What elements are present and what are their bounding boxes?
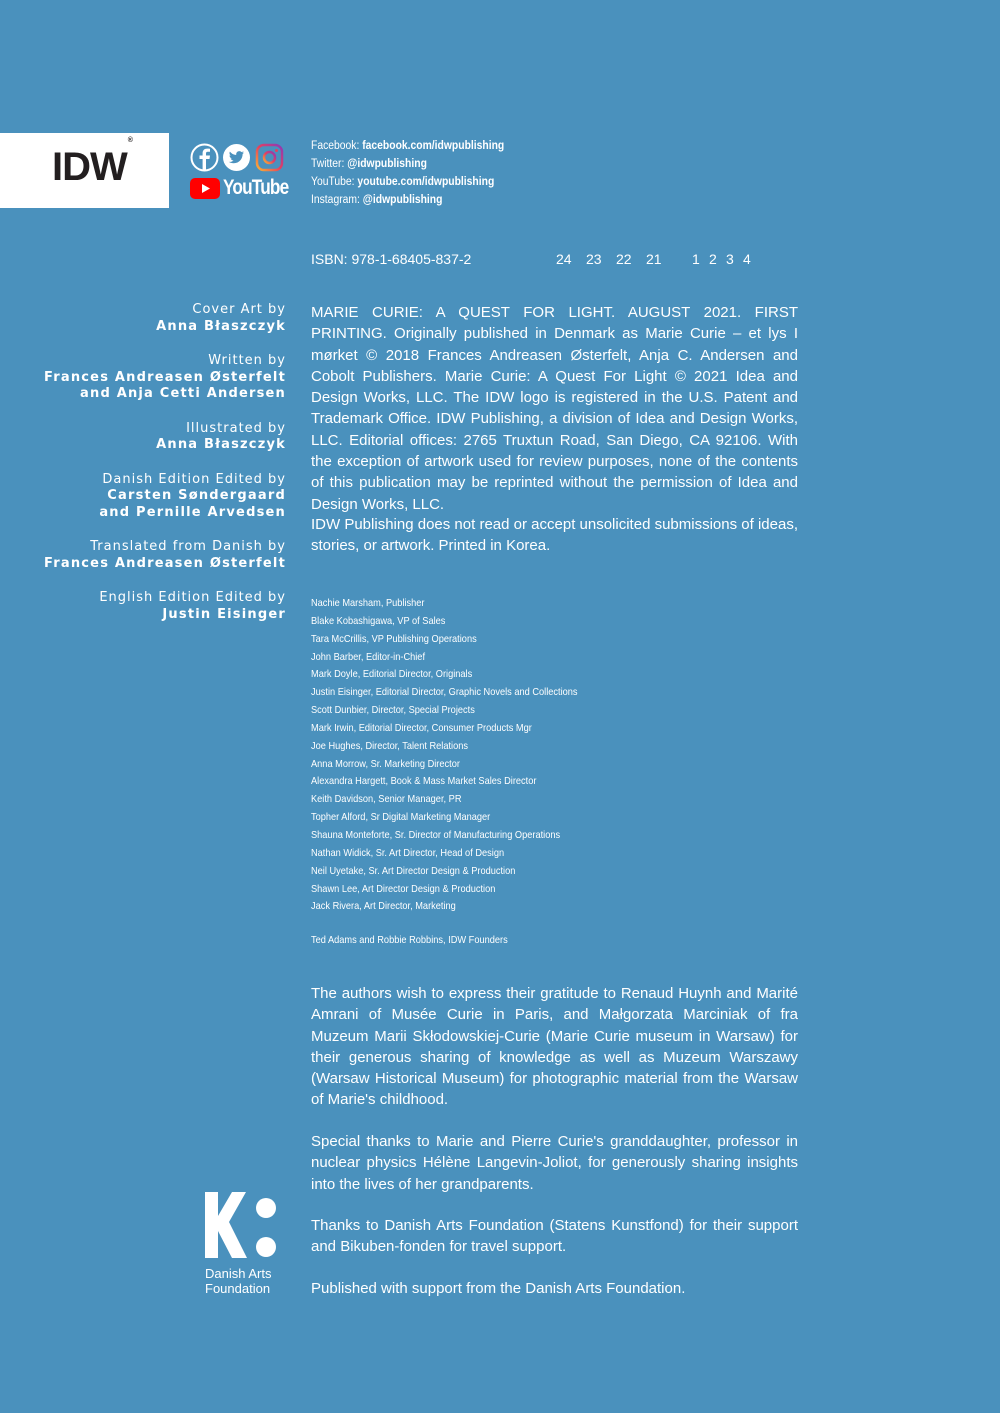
list-item: Nathan Widick, Sr. Art Director, Head of Design [311,846,505,859]
idw-logo-text: IDW® [52,136,132,189]
list-item: Joe Hughes, Director, Talent Relations [311,739,468,752]
list-item: Shawn Lee, Art Director Design & Production [311,882,496,895]
idw-logo [0,133,169,208]
list-item: Jack Rivera, Art Director, Marketing [311,900,456,913]
list-item: Scott Dunbier, Director, Special Projects [311,704,475,717]
facebook-icon [190,143,219,172]
printing-year: 22 [616,251,632,267]
gratitude-text: The authors wish to express their gratitude to Renaud Huynh and Marité Amrani of Musée Curie in Paris, and Małgorzata Marciniak of fra Muzeum Marii Skłodowskiej-Curie (Marie Curie museum in Warsaw) for their generous sharing of knowledge as well as Muzeum Warszawy (Warsaw Historical Museum) for photographic material from the Warsaw of Marie's childhood. [311,985,798,1109]
danish-arts-foundation-logo [205,1192,277,1260]
credit-danish-editors: Danish Edition Edited by Carsten Søndergaard and Pernille Arvedsen [99,471,286,520]
list-item: Topher Alford, Sr Digital Marketing Manager [311,811,491,824]
credit-written-by: Written by Frances Andreasen Østerfelt and Anja Cetti Andersen [43,353,286,401]
list-item: Alexandra Hargett, Book & Mass Market Sales Director [311,775,537,788]
legal-text: MARIE CURIE: A QUEST FOR LIGHT. AUGUST 2021. FIRST PRINTING. Originally published in Denmark as Marie Curie – et lys I mørket © 2018 Frances Andreasen Østerfelt, Anja C. Andersen and Cobolt Publishers. Marie Curie: A Quest For Light © 2021 Idea and Design Works, LLC. The IDW logo is registered in the U.S. Patent and Trademark Office. IDW Publishing, a division of Idea and Design Works, LLC. Editorial offices: 2765 Truxtun Road, San Diego, CA 92106. With the exception of artwork used for review purposes, none of the contents of this publication may be reprinted without the permission of Idea and Design Works, LLC. [311,304,798,513]
list-item: John Barber, Editor-in-Chief [311,650,426,663]
youtube-wordmark: YouTube [223,176,289,199]
twitter-link[interactable]: @idwpublishing [347,158,427,170]
credit-english-editor: English Edition Edited by Justin Eisinger [99,590,286,622]
youtube-link[interactable]: youtube.com/idwpublishing [357,176,495,188]
list-item: Nachie Marsham, Publisher [311,597,425,609]
social-link-youtube: YouTube: youtube.com/idwpublishing [311,176,495,188]
youtube-icon [190,178,220,199]
foundation-thanks-text: Thanks to Danish Arts Foundation (Statens Kunstfond) for their support and Bikuben-fonden for travel support. [311,1217,798,1256]
list-item: Justin Eisinger, Editorial Director, Graphic Novels and Collections [311,686,578,699]
list-item: Shauna Monteforte, Sr. Director of Manufacturing Operations [311,828,561,841]
printing-number: 3 [726,251,734,267]
social-link-instagram: Instagram: @idwpublishing [311,194,443,206]
staff-list [311,595,578,916]
credits [44,302,286,641]
list-item: Blake Kobashigawa, VP of Sales [311,614,446,627]
submissions-text: IDW Publishing does not read or accept unsolicited submissions of ideas, stories, or artwork. Printed in Korea. [311,516,798,555]
facebook-link[interactable]: facebook.com/idwpublishing [362,140,505,152]
list-item: Neil Uyetake, Sr. Art Director Design & Production [311,864,516,877]
printing-number: 2 [709,251,717,267]
list-item: Tara McCrillis, VP Publishing Operations [311,632,477,645]
social-link-twitter: Twitter: @idwpublishing [311,158,427,170]
list-item: Mark Doyle, Editorial Director, Originals [311,668,473,681]
printing-number: 1 [692,251,700,267]
published-support-text: Published with support from the Danish Arts Foundation. [311,1280,686,1297]
list-item: Anna Morrow, Sr. Marketing Director [311,757,460,770]
social-icons [190,143,290,203]
isbn-row [311,251,751,267]
special-thanks-text: Special thanks to Marie and Pierre Curie's granddaughter, professor in nuclear physics Hélène Langevin-Joliot, for generously sharing insights into the lives of her grandparents. [311,1133,798,1193]
credit-translated-by: Translated from Danish by Frances Andreasen Østerfelt [43,539,286,571]
credit-cover-art: Cover Art by Anna Błaszczyk [156,302,286,334]
list-item: Keith Davidson, Senior Manager, PR [311,793,462,806]
isbn: ISBN: 978-1-68405-837-2 [311,251,472,267]
founders: Ted Adams and Robbie Robbins, IDW Founders [311,934,508,946]
twitter-icon [222,143,251,172]
instagram-link[interactable]: @idwpublishing [362,194,443,206]
printing-year: 23 [586,251,602,267]
social-link-facebook: Facebook: facebook.com/idwpublishing [311,140,505,152]
credit-illustrated-by: Illustrated by Anna Błaszczyk [156,420,286,452]
instagram-icon [255,143,284,172]
printing-number: 4 [743,251,751,267]
daf-name: Danish Arts Foundation [205,1266,272,1296]
printing-year: 24 [556,251,572,267]
list-item: Mark Irwin, Editorial Director, Consumer Products Mgr [311,721,532,734]
social-links [311,137,504,209]
printing-year: 21 [646,251,662,267]
